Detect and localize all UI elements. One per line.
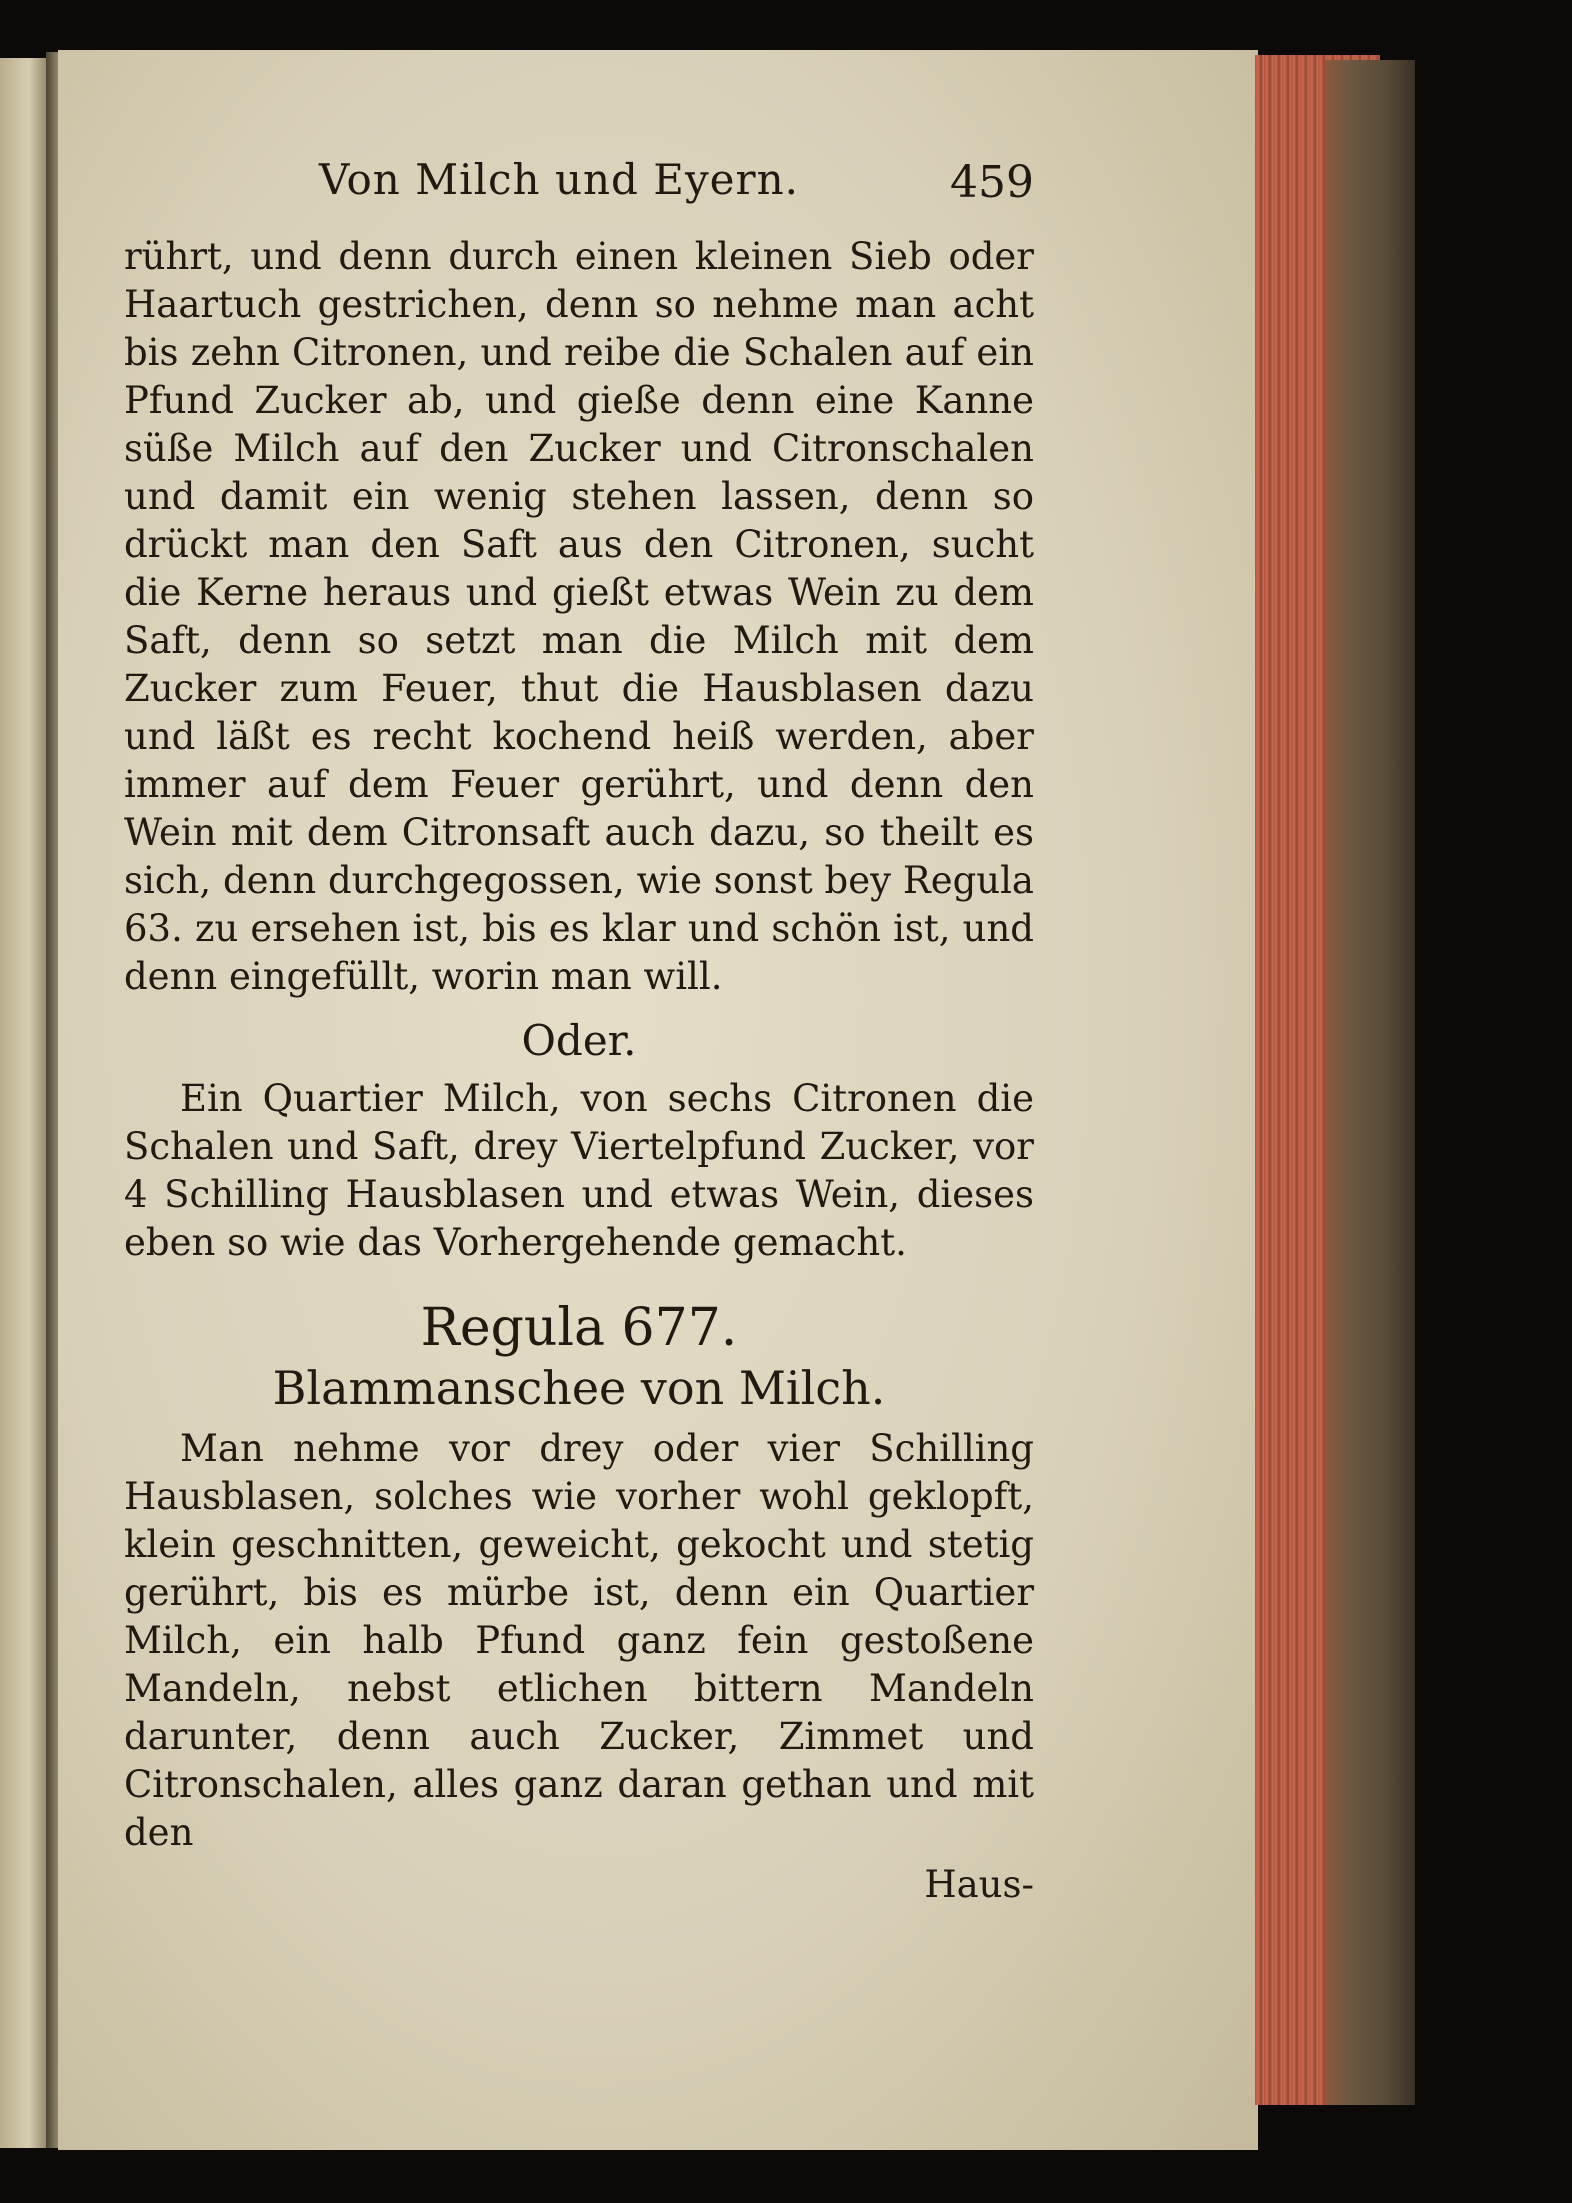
page-number: 459 (950, 157, 1034, 208)
regula-heading: Regula 677. (420, 1298, 738, 1358)
page-header (124, 155, 1034, 233)
running-title: Von Milch und Eyern. (319, 155, 800, 204)
facing-page-edge (0, 58, 50, 2148)
paragraph-recipe: Man nehme vor drey oder vier Schilling Hausblasen, solches wie vorher wohl geklopft, klein geschnitten, geweicht, gekocht und stetig gerührt, bis es mürbe ist, denn ein Quartier Milch, ein halb Pfund ganz fein gestoßene Mandeln, nebst etlichen bittern Mandeln darunter, denn auch Zucker, Zimmet und Citronschalen, alles ganz daran gethan und mit den (124, 1427, 1034, 1854)
paragraph-oder: Ein Quartier Milch, von sechs Citronen die Schalen und Saft, drey Viertelpfund Zucker, vor 4 Schilling Hausblasen und etwas Wein, dieses eben so wie das Vorhergehende gemacht. (124, 1077, 1034, 1264)
page-text-block (124, 155, 1034, 1909)
book-cover-edge (1325, 60, 1415, 2105)
oder-heading: Oder. (521, 1016, 637, 1065)
recipe-title: Blammanschee von Milch. (272, 1361, 886, 1415)
catchword: Haus- (924, 1863, 1034, 1906)
paragraph-continuation: rührt, und denn durch einen kleinen Sieb oder Haartuch gestrichen, denn so nehme man acht bis zehn Citronen, und reibe die Schalen auf ein Pfund Zucker ab, und gieße denn eine Kanne süße Milch auf den Zucker und Citronschalen und damit ein wenig stehen lassen, denn so drückt man den Saft aus den Citronen, sucht die Kerne heraus und gießt etwas Wein zu dem Saft, denn so setzt man die Milch mit dem Zucker zum Feuer, thut die Hausblasen dazu und läßt es recht kochend heiß werden, aber immer auf dem Feuer gerührt, und denn den Wein mit dem Citronsaft auch dazu, so theilt es sich, denn durchgegossen, wie sonst bey Regula 63. zu ersehen ist, bis es klar und schön ist, und denn eingefüllt, worin man will. (124, 235, 1034, 998)
